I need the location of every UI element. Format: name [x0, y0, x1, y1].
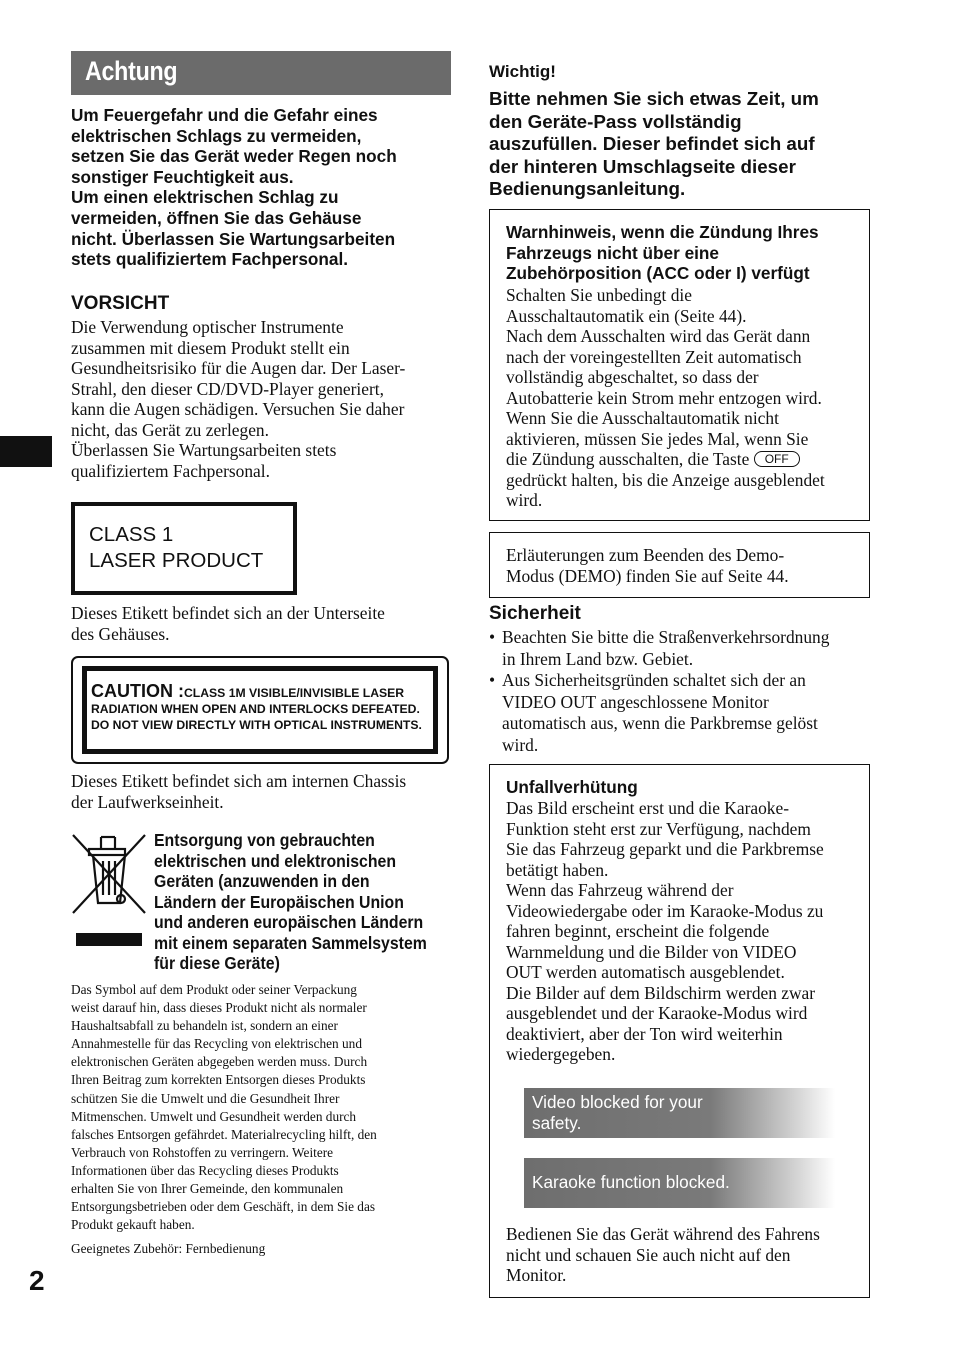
acc-line: Nach dem Ausschalten wird das Gerät dann — [506, 326, 811, 346]
disposal-heading-line: Entsorgung von gebrauchten — [154, 830, 375, 850]
acc-line: Schalten Sie unbedingt die — [506, 285, 692, 305]
accident-line: wiedergegeben. — [506, 1044, 616, 1064]
wichtig-line: auszufüllen. Dieser befindet sich auf — [489, 133, 815, 155]
vorsicht-heading: VORSICHT — [71, 293, 170, 314]
demo-note-box — [489, 532, 870, 598]
accident-line: Videowiedergabe oder im Karaoke-Modus zu — [506, 900, 824, 921]
acc-title-line: Fahrzeugs nicht über eine — [506, 242, 719, 263]
list-item — [489, 627, 869, 670]
caution-laser-label — [71, 656, 449, 764]
disposal-heading-line: Ländern der Europäischen Union — [154, 891, 404, 912]
caution-line: CLASS 1M VISIBLE/INVISIBLE LASER — [184, 686, 405, 700]
warning-line: stets qualifiziertem Fachpersonal. — [71, 249, 348, 270]
demo-line: Erläuterungen zum Beenden des Demo- — [506, 545, 785, 565]
accident-line: betätigt haben. — [506, 859, 609, 880]
disposal-line: Produkt gekauft haben. — [71, 1217, 195, 1233]
disposal-line: elektronischen Geräten abgegeben werden muss. Durch — [71, 1054, 368, 1070]
caption-line: Dieses Etikett befindet sich am internen Chassis — [71, 771, 407, 791]
section-title-bar — [71, 51, 451, 95]
accident-line: fahren beginnt, erscheint die folgende — [506, 921, 770, 941]
accident-footer-text — [506, 1224, 862, 1286]
vorsicht-text — [71, 317, 451, 481]
accident-title: Unfallverhütung — [506, 777, 638, 797]
safety-heading: Sicherheit — [489, 603, 581, 624]
demo-note-text — [506, 545, 856, 586]
acc-warning-box — [489, 209, 870, 521]
wichtig-label: Wichtig! — [489, 62, 556, 81]
accident-prevention-box — [489, 764, 870, 1298]
caution-head: CAUTION : — [91, 681, 184, 701]
class1-label-text — [89, 522, 263, 574]
safety-list — [489, 627, 869, 757]
accident-line: Warnmeldung und die Bilder von VIDEO — [506, 941, 797, 962]
disposal-line: weist darauf hin, dass dieses Produkt nicht als normaler — [71, 1000, 367, 1016]
accident-footer-line: Monitor. — [506, 1265, 567, 1285]
class1-laser-label — [71, 502, 297, 595]
disposal-line: Informationen über das Recycling dieses Produkts — [71, 1162, 339, 1178]
safety-line: automatisch aus, wenn die Parkbremse gelöst — [502, 713, 818, 734]
warning-line: Um Feuergefahr und die Gefahr eines — [71, 105, 378, 125]
crossed-out-wheelie-bin-icon — [71, 831, 147, 951]
accident-footer-line: Bedienen Sie das Gerät während des Fahrens — [506, 1224, 820, 1244]
disposal-text — [71, 981, 451, 1234]
acc-line: gedrückt halten, bis die Anzeige ausgeblendet — [506, 469, 825, 490]
demo-line: Modus (DEMO) finden Sie auf Seite 44. — [506, 565, 789, 586]
warning-line: Um einen elektrischen Schlag zu — [71, 187, 339, 208]
accessory-note: Geeignetes Zubehör: Fernbedienung — [71, 1241, 266, 1256]
disposal-heading-line: und anderen europäischen Ländern — [154, 912, 424, 932]
warning-line: sonstiger Feuchtigkeit aus. — [71, 166, 294, 187]
disposal-line: Annahmestelle für das Recycling von elektrischen und — [71, 1036, 362, 1052]
list-item — [489, 670, 869, 756]
section-title: Achtung — [85, 56, 178, 86]
caution-line: RADIATION WHEN OPEN AND INTERLOCKS DEFEATED. — [91, 702, 420, 716]
disposal-line: falsches Entsorgen gefährdet. Materialrecycling hilft, den — [71, 1126, 377, 1142]
vorsicht-line: Die Verwendung optischer Instrumente — [71, 317, 344, 337]
wichtig-text — [489, 88, 869, 201]
acc-line: vollständig abgeschaltet, so dass der — [506, 367, 759, 387]
caution-label-text — [91, 683, 436, 733]
disposal-line: Haushaltsabfall zu behandeln ist, sondern an einer — [71, 1018, 338, 1034]
class1-line: LASER PRODUCT — [89, 549, 264, 572]
accident-line: OUT werden automatisch ausgeblendet. — [506, 962, 785, 982]
acc-title-line: Zubehörposition (ACC oder I) verfügt — [506, 263, 810, 284]
vorsicht-line: Strahl, den dieser CD/DVD-Player generiert, — [71, 378, 384, 399]
safety-line: wird. — [502, 734, 539, 755]
acc-title-line: Warnhinweis, wenn die Zündung Ihres — [506, 222, 819, 242]
vorsicht-line: Überlassen Sie Wartungsarbeiten stets — [71, 440, 337, 460]
accident-text — [506, 798, 862, 1065]
vorsicht-line: qualifiziertem Fachpersonal. — [71, 460, 270, 481]
accident-line: deaktiviert, aber der Ton wird weiterhin — [506, 1023, 783, 1044]
accident-line: ausgeblendet und der Karaoke-Modus wird — [506, 1003, 808, 1023]
screen-line: Karaoke function blocked. — [532, 1172, 730, 1192]
acc-line: die Zündung ausschalten, die Taste — [506, 449, 750, 469]
karaoke-blocked-screen — [524, 1158, 835, 1208]
disposal-line: Ihren Beitrag zum korrekten Entsorgen dieses Produkts — [71, 1072, 366, 1088]
vorsicht-line: Gesundheitsrisiko für die Augen dar. Der Laser- — [71, 358, 406, 378]
disposal-line: erhalten Sie von Ihrer Gemeinde, den kommunalen — [71, 1181, 344, 1197]
disposal-heading-line: mit einem separaten Sammelsystem — [154, 932, 427, 953]
wichtig-line: der hinteren Umschlagseite dieser — [489, 155, 796, 177]
class1-line: CLASS 1 — [89, 523, 174, 546]
warning-line: elektrischen Schlags zu vermeiden, — [71, 125, 362, 146]
vorsicht-line: nicht, das Gerät zu zerlegen. — [71, 419, 269, 440]
acc-line: aktivieren, müssen Sie jedes Mal, wenn Sie — [506, 428, 809, 449]
disposal-heading-line: elektrischen und elektronischen — [154, 850, 397, 871]
caption-line: des Gehäuses. — [71, 623, 170, 644]
disposal-line: schützen Sie die Umwelt und die Gesundheit Ihrer — [71, 1090, 340, 1106]
accident-line: Das Bild erscheint erst und die Karaoke- — [506, 798, 789, 818]
safety-line: Aus Sicherheitsgründen schaltet sich der an — [502, 670, 806, 691]
screen-line: safety. — [532, 1112, 582, 1133]
warning-line: setzen Sie das Gerät weder Regen noch — [71, 146, 397, 167]
screen-line: Video blocked for your — [532, 1092, 703, 1112]
accident-footer-line: nicht und schauen Sie auch nicht auf den — [506, 1244, 791, 1265]
caution-label-caption — [71, 771, 451, 812]
acc-line: Wenn Sie die Ausschaltautomatik nicht — [506, 408, 779, 428]
disposal-heading — [154, 830, 450, 974]
warning-line: vermeiden, öffnen Sie das Gehäuse — [71, 207, 362, 228]
accident-line: Wenn das Fahrzeug während der — [506, 880, 734, 900]
wichtig-line: Bedienungsanleitung. — [489, 178, 686, 200]
acc-warning-text — [506, 285, 862, 511]
disposal-line: Verbrauch von Rohstoffen zu verringern. Weitere — [71, 1144, 334, 1160]
safety-line: VIDEO OUT angeschlossene Monitor — [502, 691, 769, 712]
acc-line: nach der voreingestellten Zeit automatisch — [506, 346, 802, 367]
fire-shock-warning — [71, 105, 451, 270]
video-blocked-screen — [524, 1088, 835, 1138]
acc-warning-title — [506, 222, 862, 284]
disposal-line: Entsorgungsbetrieben oder dem Geschäft, in dem Sie das — [71, 1199, 376, 1215]
page-number: 2 — [29, 1265, 45, 1296]
off-key-icon: OFF — [754, 451, 800, 467]
vorsicht-line: kann die Augen schädigen. Versuchen Sie daher — [71, 399, 405, 419]
class1-label-caption — [71, 603, 451, 644]
disposal-heading-line: Geräten (anzuwenden in den — [154, 871, 370, 891]
vorsicht-line: zusammen mit diesem Produkt stellt ein — [71, 337, 350, 358]
accident-line: Funktion steht erst zur Verfügung, nachdem — [506, 818, 811, 839]
disposal-heading-line: für diese Geräte) — [154, 953, 280, 973]
safety-line: in Ihrem Land bzw. Gebiet. — [502, 648, 694, 669]
caution-label-frame — [82, 666, 438, 754]
bullet-icon: • — [489, 670, 496, 691]
warning-line: nicht. Überlassen Sie Wartungsarbeiten — [71, 228, 396, 249]
acc-line: Autobatterie kein Strom mehr entzogen wird. — [506, 387, 822, 408]
disposal-line: Das Symbol auf dem Produkt oder seiner Verpackung — [71, 982, 357, 997]
caution-line: DO NOT VIEW DIRECTLY WITH OPTICAL INSTRUMENTS. — [91, 718, 422, 732]
accident-line: Sie das Fahrzeug geparkt und die Parkbremse — [506, 839, 824, 859]
accident-line: Die Bilder auf dem Bildschirm werden zwar — [506, 982, 816, 1003]
bullet-icon: • — [489, 627, 496, 647]
acc-line: Ausschaltautomatik ein (Seite 44). — [506, 305, 747, 326]
disposal-line: Mitmenschen. Umwelt und Gesundheit werden durch — [71, 1108, 357, 1124]
acc-line: wird. — [506, 490, 543, 510]
safety-line: Beachten Sie bitte die Straßenverkehrsordnung — [502, 627, 830, 647]
caption-line: Dieses Etikett befindet sich an der Unterseite — [71, 603, 385, 623]
wichtig-line: den Geräte-Pass vollständig — [489, 110, 742, 132]
section-side-tab — [0, 436, 52, 467]
wichtig-line: Bitte nehmen Sie sich etwas Zeit, um — [489, 88, 819, 109]
caption-line: der Laufwerkseinheit. — [71, 791, 224, 812]
